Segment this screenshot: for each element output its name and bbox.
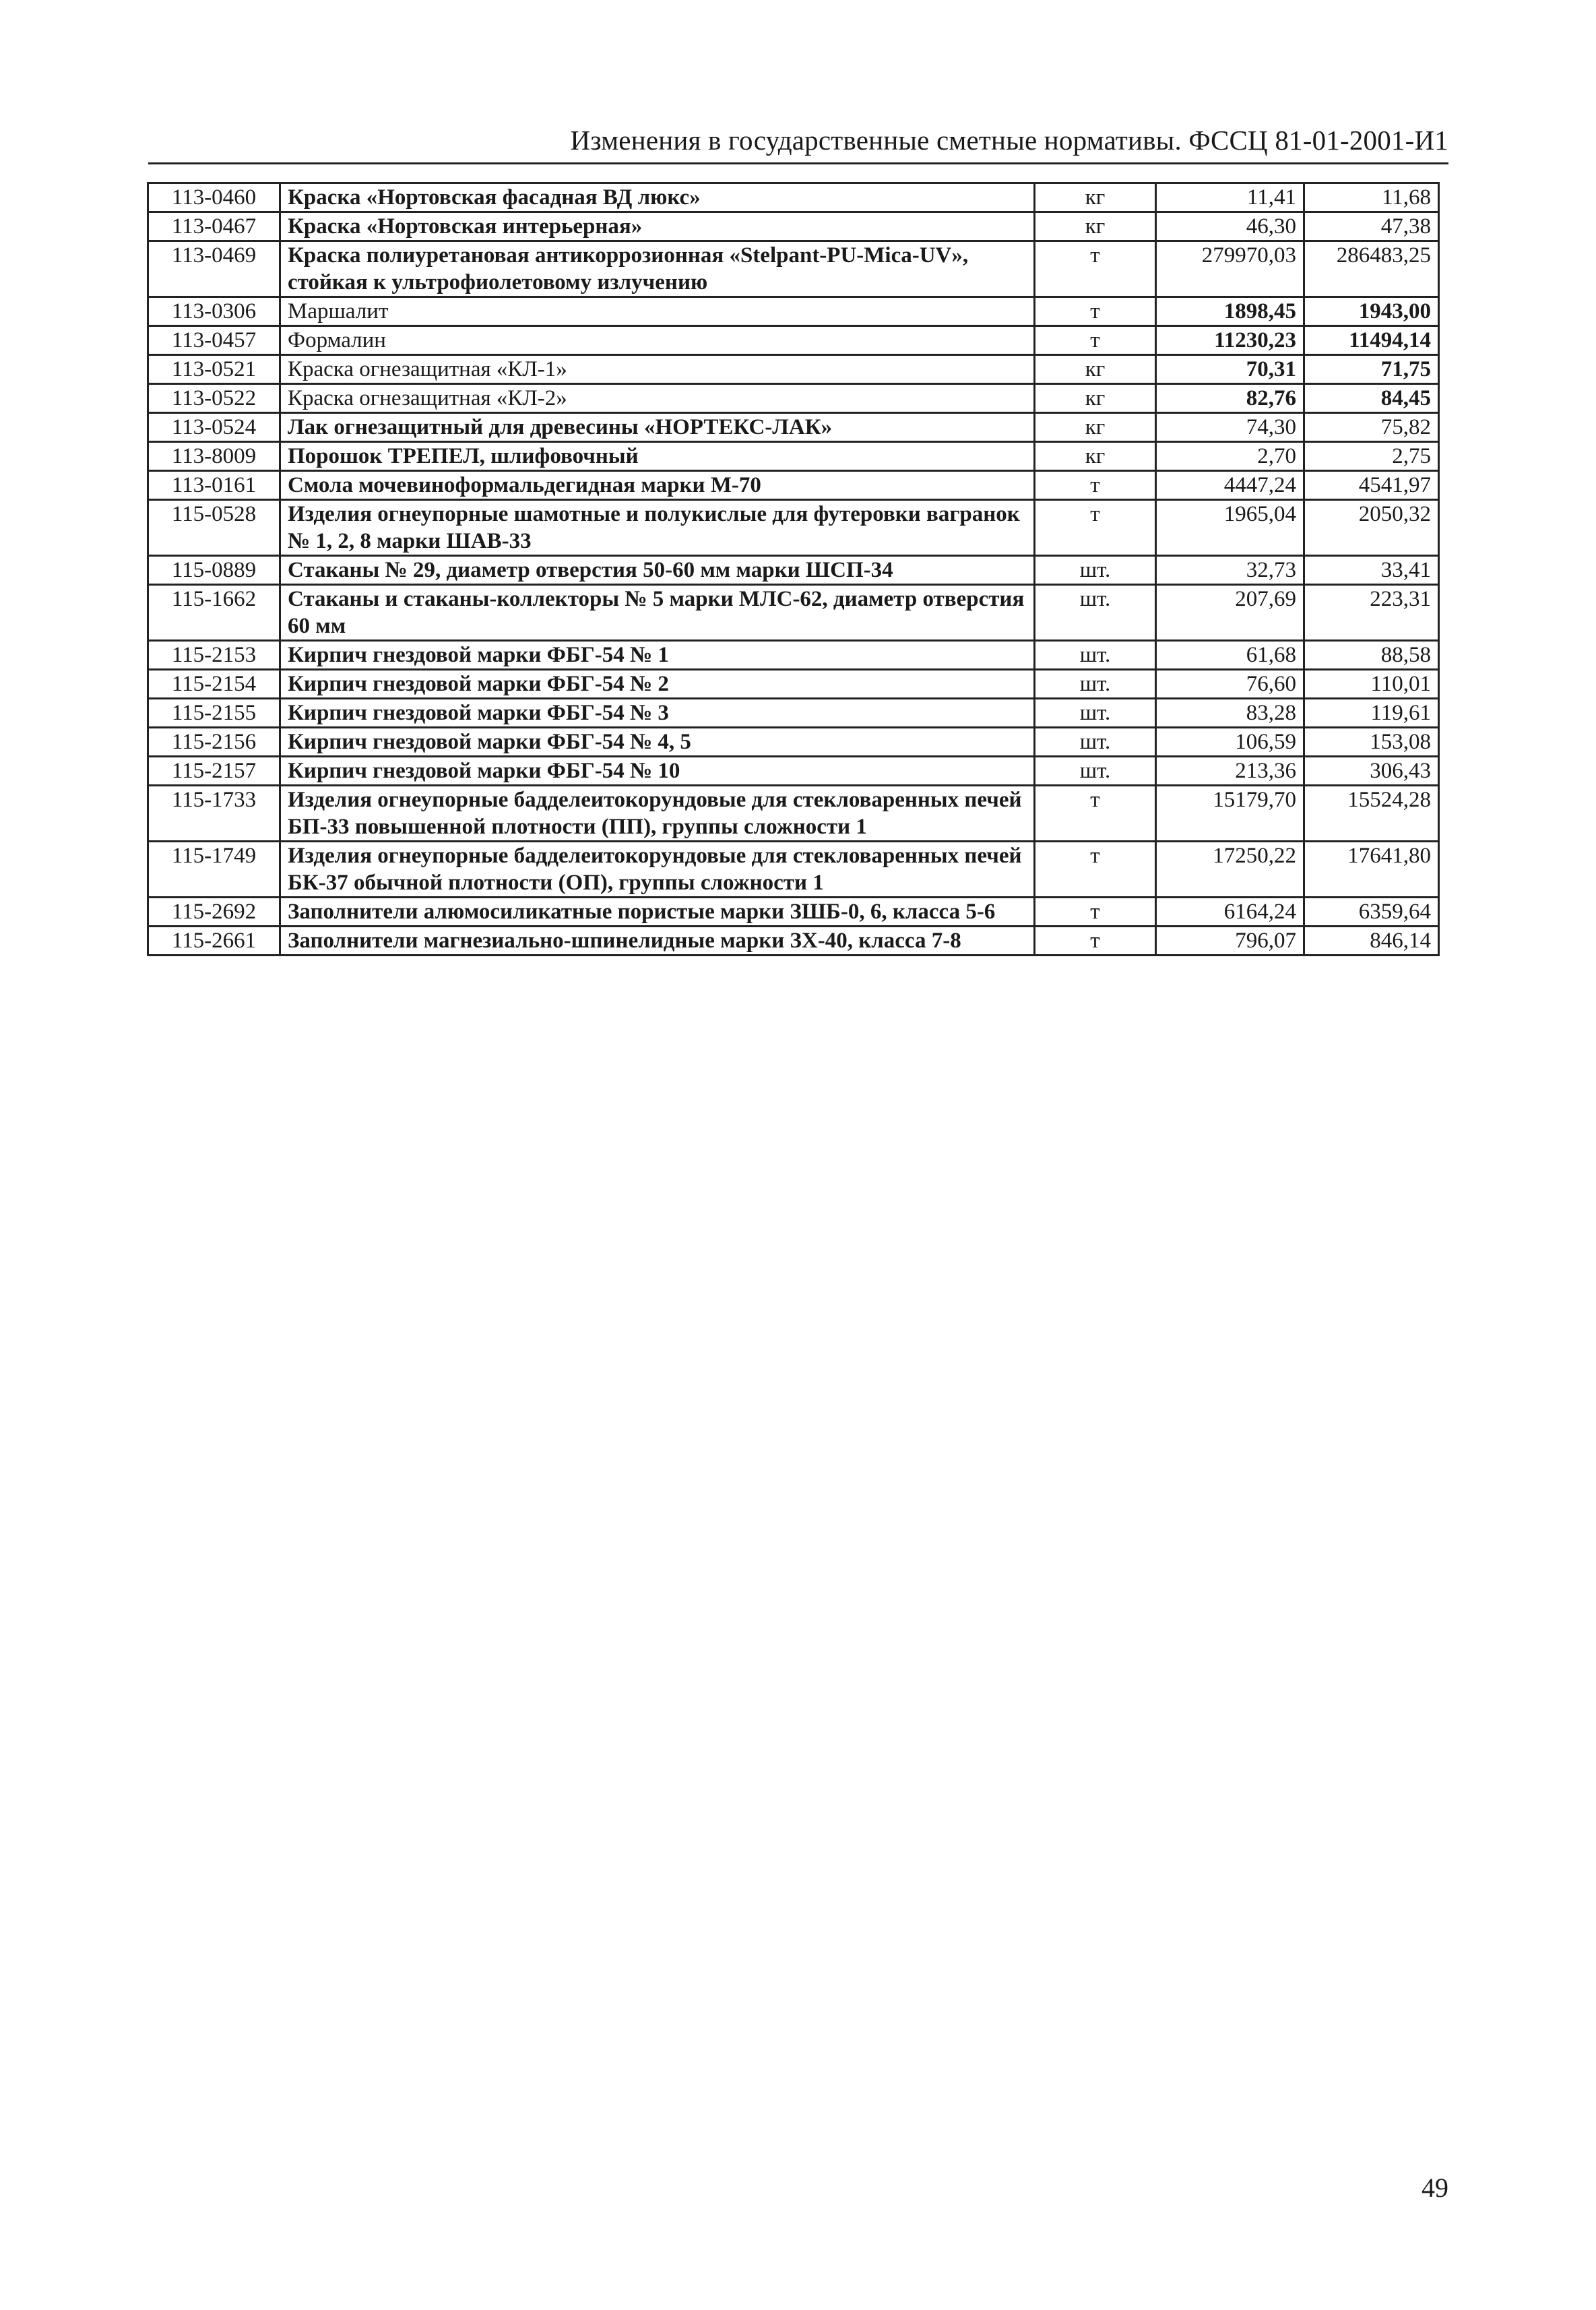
row-code: 115-2661 xyxy=(148,927,280,956)
row-code: 115-0528 xyxy=(148,500,280,556)
row-unit: шт. xyxy=(1035,556,1156,585)
table-row xyxy=(148,212,1439,241)
table-row xyxy=(148,699,1439,728)
table-row xyxy=(148,355,1439,384)
row-price-2: 153,08 xyxy=(1304,728,1439,757)
row-unit: т xyxy=(1035,927,1156,956)
row-price-1: 76,60 xyxy=(1156,670,1304,699)
row-price-2: 71,75 xyxy=(1304,355,1439,384)
row-name: Кирпич гнездовой марки ФБГ-54 № 1 xyxy=(280,641,1035,670)
table-row xyxy=(148,670,1439,699)
row-price-2: 1943,00 xyxy=(1304,297,1439,326)
row-unit: т xyxy=(1035,500,1156,556)
row-price-1: 11,41 xyxy=(1156,183,1304,212)
row-code: 113-0469 xyxy=(148,241,280,297)
row-unit: шт. xyxy=(1035,585,1156,641)
table-row xyxy=(148,183,1439,212)
row-unit: шт. xyxy=(1035,757,1156,786)
table-row xyxy=(148,927,1439,956)
row-code: 115-2155 xyxy=(148,699,280,728)
row-price-2: 17641,80 xyxy=(1304,842,1439,898)
row-name: Кирпич гнездовой марки ФБГ-54 № 10 xyxy=(280,757,1035,786)
row-name: Маршалит xyxy=(280,297,1035,326)
table-row xyxy=(148,728,1439,757)
row-price-2: 6359,64 xyxy=(1304,898,1439,927)
row-price-1: 17250,22 xyxy=(1156,842,1304,898)
row-name: Кирпич гнездовой марки ФБГ-54 № 2 xyxy=(280,670,1035,699)
row-name: Краска «Нортовская фасадная ВД люкс» xyxy=(280,183,1035,212)
row-price-2: 223,31 xyxy=(1304,585,1439,641)
row-code: 113-0524 xyxy=(148,413,280,442)
table-row xyxy=(148,842,1439,898)
row-price-1: 6164,24 xyxy=(1156,898,1304,927)
row-price-2: 11,68 xyxy=(1304,183,1439,212)
row-name: Заполнители магнезиально-шпинелидные марки ЗХ-40, класса 7-8 xyxy=(280,927,1035,956)
row-name: Смола мочевиноформальдегидная марки М-70 xyxy=(280,471,1035,500)
table-row xyxy=(148,500,1439,556)
page-number: 49 xyxy=(1422,2173,1448,2203)
row-price-2: 306,43 xyxy=(1304,757,1439,786)
row-price-2: 119,61 xyxy=(1304,699,1439,728)
row-price-2: 15524,28 xyxy=(1304,786,1439,842)
row-unit: шт. xyxy=(1035,699,1156,728)
table-row xyxy=(148,585,1439,641)
row-price-1: 2,70 xyxy=(1156,442,1304,471)
row-unit: т xyxy=(1035,898,1156,927)
row-price-1: 74,30 xyxy=(1156,413,1304,442)
row-unit: кг xyxy=(1035,442,1156,471)
row-name: Стаканы № 29, диаметр отверстия 50-60 мм марки ШСП-34 xyxy=(280,556,1035,585)
row-unit: кг xyxy=(1035,384,1156,413)
row-unit: т xyxy=(1035,241,1156,297)
table-row xyxy=(148,384,1439,413)
table-row xyxy=(148,786,1439,842)
row-price-2: 4541,97 xyxy=(1304,471,1439,500)
table-row xyxy=(148,413,1439,442)
row-code: 115-2154 xyxy=(148,670,280,699)
header-rule xyxy=(148,162,1448,164)
row-price-1: 15179,70 xyxy=(1156,786,1304,842)
row-unit: кг xyxy=(1035,355,1156,384)
row-code: 115-1749 xyxy=(148,842,280,898)
row-price-1: 1965,04 xyxy=(1156,500,1304,556)
table-row xyxy=(148,442,1439,471)
row-code: 113-8009 xyxy=(148,442,280,471)
row-name: Порошок ТРЕПЕЛ, шлифовочный xyxy=(280,442,1035,471)
row-price-2: 110,01 xyxy=(1304,670,1439,699)
row-price-1: 70,31 xyxy=(1156,355,1304,384)
price-table xyxy=(147,182,1440,956)
row-unit: т xyxy=(1035,471,1156,500)
row-code: 115-2156 xyxy=(148,728,280,757)
row-price-1: 46,30 xyxy=(1156,212,1304,241)
row-price-1: 83,28 xyxy=(1156,699,1304,728)
table-row xyxy=(148,898,1439,927)
row-price-1: 32,73 xyxy=(1156,556,1304,585)
row-unit: шт. xyxy=(1035,728,1156,757)
row-name: Лак огнезащитный для древесины «НОРТЕКС-ЛАК» xyxy=(280,413,1035,442)
row-price-2: 88,58 xyxy=(1304,641,1439,670)
row-price-2: 75,82 xyxy=(1304,413,1439,442)
row-unit: кг xyxy=(1035,183,1156,212)
row-price-2: 11494,14 xyxy=(1304,326,1439,355)
table-row xyxy=(148,241,1439,297)
row-unit: т xyxy=(1035,786,1156,842)
table-row xyxy=(148,471,1439,500)
row-code: 113-0460 xyxy=(148,183,280,212)
row-price-2: 33,41 xyxy=(1304,556,1439,585)
row-name: Кирпич гнездовой марки ФБГ-54 № 4, 5 xyxy=(280,728,1035,757)
row-price-2: 286483,25 xyxy=(1304,241,1439,297)
row-price-1: 61,68 xyxy=(1156,641,1304,670)
row-name: Изделия огнеупорные шамотные и полукислые для футеровки вагранок № 1, 2, 8 марки ШАВ-33 xyxy=(280,500,1035,556)
row-name: Стаканы и стаканы-коллекторы № 5 марки МЛС-62, диаметр отверстия 60 мм xyxy=(280,585,1035,641)
row-price-1: 213,36 xyxy=(1156,757,1304,786)
row-name: Краска огнезащитная «КЛ-1» xyxy=(280,355,1035,384)
row-name: Краска «Нортовская интерьерная» xyxy=(280,212,1035,241)
row-price-1: 279970,03 xyxy=(1156,241,1304,297)
row-price-1: 4447,24 xyxy=(1156,471,1304,500)
row-unit: кг xyxy=(1035,212,1156,241)
row-price-2: 47,38 xyxy=(1304,212,1439,241)
page-header-title: Изменения в государственные сметные нормативы. ФССЦ 81-01-2001-И1 xyxy=(570,125,1448,156)
row-code: 115-2692 xyxy=(148,898,280,927)
row-unit: т xyxy=(1035,842,1156,898)
row-code: 115-2153 xyxy=(148,641,280,670)
table-row xyxy=(148,326,1439,355)
row-unit: кг xyxy=(1035,413,1156,442)
row-price-2: 2050,32 xyxy=(1304,500,1439,556)
row-unit: т xyxy=(1035,297,1156,326)
row-code: 115-0889 xyxy=(148,556,280,585)
row-name: Краска полиуретановая антикоррозионная «Stelpant-PU-Mica-UV», стойкая к ультрофиолетовому излучению xyxy=(280,241,1035,297)
row-name: Изделия огнеупорные бадделеитокорундовые для стекловаренных печей БК-37 обычной плотности (ОП), группы сложности 1 xyxy=(280,842,1035,898)
table-row xyxy=(148,556,1439,585)
row-code: 113-0521 xyxy=(148,355,280,384)
table-row xyxy=(148,757,1439,786)
row-code: 115-1733 xyxy=(148,786,280,842)
row-code: 113-0457 xyxy=(148,326,280,355)
row-price-1: 82,76 xyxy=(1156,384,1304,413)
row-price-1: 207,69 xyxy=(1156,585,1304,641)
row-code: 115-1662 xyxy=(148,585,280,641)
row-unit: т xyxy=(1035,326,1156,355)
row-code: 113-0161 xyxy=(148,471,280,500)
row-price-1: 796,07 xyxy=(1156,927,1304,956)
row-code: 113-0306 xyxy=(148,297,280,326)
row-price-2: 846,14 xyxy=(1304,927,1439,956)
row-name: Изделия огнеупорные бадделеитокорундовые для стекловаренных печей БП-33 повышенной плотности (ПП), группы сложности 1 xyxy=(280,786,1035,842)
table-row xyxy=(148,641,1439,670)
row-price-2: 84,45 xyxy=(1304,384,1439,413)
row-unit: шт. xyxy=(1035,670,1156,699)
row-code: 113-0522 xyxy=(148,384,280,413)
row-price-1: 11230,23 xyxy=(1156,326,1304,355)
row-name: Формалин xyxy=(280,326,1035,355)
table-row xyxy=(148,297,1439,326)
row-price-2: 2,75 xyxy=(1304,442,1439,471)
row-code: 115-2157 xyxy=(148,757,280,786)
row-price-1: 1898,45 xyxy=(1156,297,1304,326)
row-name: Заполнители алюмосиликатные пористые марки ЗШБ-0, 6, класса 5-6 xyxy=(280,898,1035,927)
row-name: Краска огнезащитная «КЛ-2» xyxy=(280,384,1035,413)
row-price-1: 106,59 xyxy=(1156,728,1304,757)
row-unit: шт. xyxy=(1035,641,1156,670)
row-name: Кирпич гнездовой марки ФБГ-54 № 3 xyxy=(280,699,1035,728)
row-code: 113-0467 xyxy=(148,212,280,241)
